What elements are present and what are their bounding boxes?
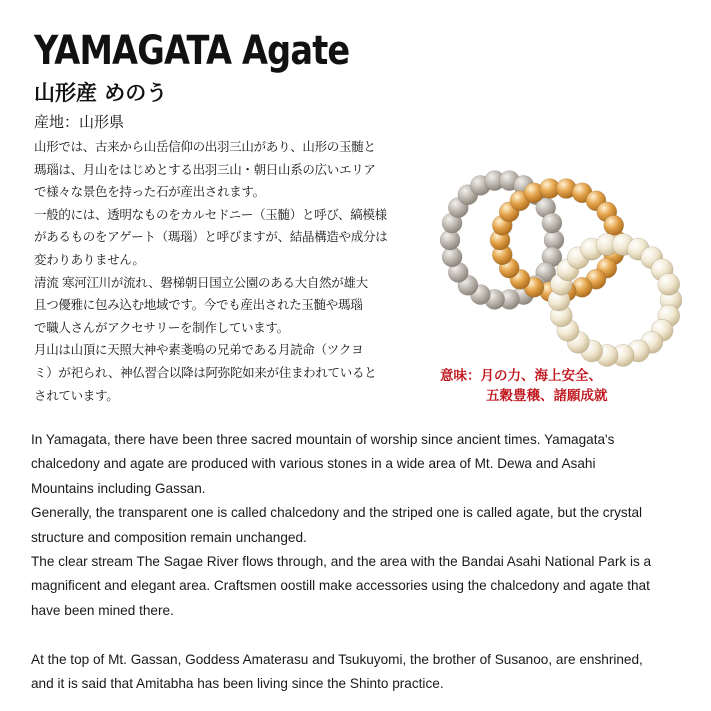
- japanese-line: で職人さんがアクセサリーを制作しています。: [34, 319, 289, 335]
- japanese-line: 且つ優雅に包み込む地域です。今でも産出された玉髄や瑪瑙: [34, 297, 363, 313]
- product-subtitle: 山形産 めのう: [34, 81, 168, 105]
- english-line: and it is said that Amitabha has been living since the Shinto practice.: [31, 675, 444, 691]
- origin-label: 産地：山形県: [34, 113, 125, 131]
- bead: [604, 215, 624, 235]
- bead: [658, 273, 680, 295]
- english-line: structure and composition remain unchanged.: [31, 529, 307, 545]
- english-line: Generally, the transparent one is called chalcedony and the striped one is called agate, but the crystal: [31, 505, 643, 521]
- english-line: Mountains including Gassan.: [31, 480, 206, 496]
- product-title: YAMAGATA Agate: [34, 28, 350, 74]
- english-description: [31, 428, 691, 696]
- japanese-line: 瑪瑙は、月山をはじめとする出羽三山・朝日山系の広いエリア: [34, 161, 376, 177]
- english-line: magnificent and elegant area. Craftsmen oostill make accessories using the chalcedony and agate that: [31, 578, 650, 594]
- english-line: In Yamagata, there have been three sacred mountain of worship since ancient times. Yamagata's: [31, 432, 615, 447]
- japanese-line: 月山は山頂に天照大神や素戔嗚の兄弟である月読命（ツクヨ: [34, 342, 364, 358]
- bead: [542, 213, 562, 233]
- japanese-description: [34, 136, 419, 407]
- english-line: have been mined there.: [31, 602, 174, 618]
- meaning-line-2: 五穀豊穣、諸願成就: [486, 388, 608, 404]
- english-line: At the top of Mt. Gassan, Goddess Amaterasu and Tsukuyomi, the brother of Susanoo, are enshrined,: [31, 651, 643, 667]
- meaning-line-1: 意味：月の力、海上安全、: [440, 368, 602, 384]
- japanese-line: 山形では、古来から山岳信仰の出羽三山があり、山形の玉髄と: [34, 139, 376, 154]
- japanese-line: があるものをアゲート（瑪瑙）と呼びますが、結晶構造や成分は: [34, 229, 388, 245]
- english-line: chalcedony and agate are produced with various stones in a wide area of Mt. Dewa and Asahi: [31, 456, 596, 472]
- bracelet-photo: [440, 160, 682, 372]
- japanese-line: ミ）が祀られ、神仏習合以降は阿弥陀如来が住まわれていると: [34, 364, 377, 380]
- japanese-line: 変わりありません。: [34, 251, 145, 267]
- japanese-line: 一般的には、透明なものをカルセドニー（玉髄）と呼び、縞模様: [34, 206, 387, 222]
- japanese-line: で様々な景色を持った石が産出されます。: [34, 184, 265, 200]
- japanese-line: 清流 寒河江川が流れ、磐梯朝日国立公園のある大自然が雄大: [34, 274, 368, 290]
- paragraph-gap: [31, 623, 691, 647]
- meaning-text: [440, 366, 608, 406]
- english-line: The clear stream The Sagae River flows through, and the area with the Bandai Asahi National Park is a: [31, 553, 652, 569]
- japanese-line: されています。: [34, 387, 119, 403]
